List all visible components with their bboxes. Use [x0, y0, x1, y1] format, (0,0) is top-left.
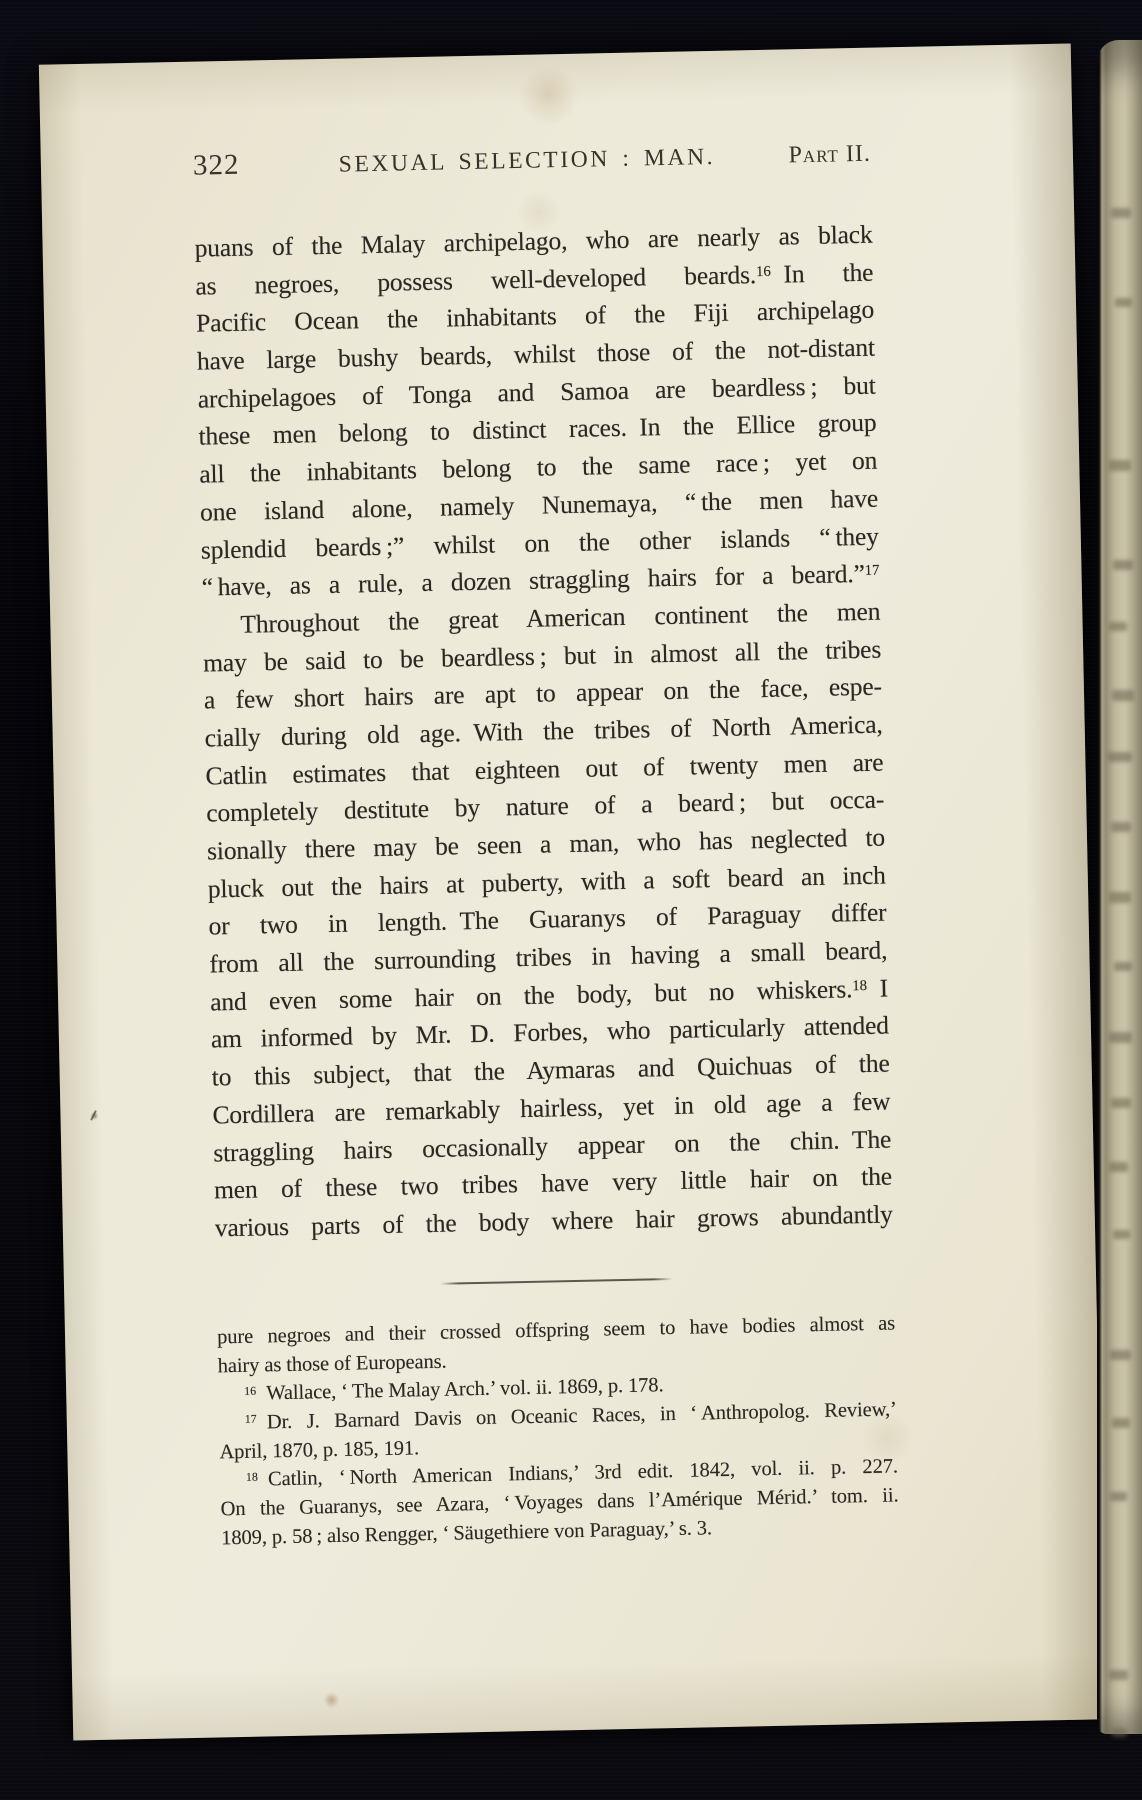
text-segment: April, 1870, p. 185, 191. [219, 1437, 420, 1464]
text-segment: Pacific Ocean the inhabitants of the Fiji archipelago [195, 295, 875, 338]
text-segment: have large bushy beards, whilst those of the not-distant [196, 332, 876, 376]
text-segment: Cordillera are remarkably hairless, yet in old age a few [212, 1086, 891, 1130]
edge-text-smudge [1111, 208, 1131, 218]
page-header [193, 136, 872, 183]
text-segment: men of these two tribes have very little hair on the [213, 1161, 893, 1205]
text-segment: splendid beards ;” whilst on the other islands “ they [200, 521, 880, 565]
footnote-marker: 18 [245, 1469, 258, 1484]
footnote-marker: 18 [852, 977, 868, 994]
text-segment: puans of the Malay archipelago, who are nearly as black [194, 219, 873, 263]
footnote-marker: 17 [244, 1411, 257, 1427]
page-number: 322 [192, 148, 240, 182]
text-segment: am informed by Mr. D. Forbes, who particularly attended [210, 1010, 890, 1054]
edge-text-smudge [1110, 1350, 1131, 1360]
edge-text-smudge [1112, 1418, 1130, 1428]
part-label: Part II. [788, 140, 872, 169]
text-segment: completely destitute by nature of a beard ; but occa- [206, 784, 885, 828]
text-segment: as negroes, possess well-developed beards. [195, 259, 757, 301]
footnotes [217, 1309, 900, 1552]
edge-text-smudge [1111, 1098, 1131, 1108]
text-segment: pluck out the hairs at puberty, with a soft beard an inch [207, 860, 887, 904]
text-segment: various parts of the body where hair grows abundantly [214, 1199, 893, 1243]
footnote-divider [440, 1278, 672, 1285]
text-segment: a few short hairs are apt to appear on the face, espe- [203, 671, 883, 715]
running-title: SEXUAL SELECTION : MAN. [338, 143, 716, 178]
footnote-marker: 16 [755, 263, 771, 280]
text-segment: On the Guaranys, see Azara, ‘ Voyages dans l’Amérique Mérid.’ tom. ii. [220, 1484, 899, 1521]
edge-text-smudge [1109, 1670, 1128, 1680]
text-segment: straggling hairs occasionally appear on the chin. The [212, 1123, 892, 1167]
text-segment: Dr. J. Barnard Davis on Oceanic Races, in ‘ Anthropolog. Review,’ [256, 1398, 897, 1434]
edge-text-smudge [1111, 822, 1131, 832]
text-segment: and even some hair on the body, but no whiskers. [209, 974, 853, 1017]
text-segment: cially during old age. With the tribes of North America, [204, 709, 883, 753]
text-segment: or two in length. The Guaranys of Paraguay differ [208, 897, 887, 941]
text-segment: Wallace, ‘ The Malay Arch.’ vol. ii. 1869, p. 178. [255, 1374, 664, 1405]
text-segment: hairy as those of Europeans. [217, 1350, 447, 1378]
adjacent-page-edge [1097, 40, 1142, 1734]
text-segment: Catlin, ‘ North American Indians,’ 3rd edit. 1842, vol. ii. p. 227. [257, 1455, 899, 1492]
edge-text-smudge [1113, 560, 1133, 570]
edge-text-smudge [1110, 1492, 1127, 1501]
body-text [194, 216, 893, 1247]
text-segment: may be said to be beardless ; but in almost all the tribes [202, 634, 882, 678]
edge-text-smudge [1109, 460, 1131, 471]
text-segment: Throughout the great American continent the men [240, 596, 881, 639]
text-segment: pure negroes and their crossed offspring seem to have bodies almost as [216, 1312, 896, 1349]
book-page [39, 44, 1105, 1741]
edge-text-smudge [1109, 892, 1131, 903]
text-segment: all the inhabitants belong to the same race ; yet on [199, 445, 878, 489]
footnote-marker: 17 [864, 562, 880, 579]
edge-text-smudge [1109, 1032, 1132, 1043]
footnote-marker: 16 [244, 1383, 257, 1398]
text-segment: Catlin estimates that eighteen out of twenty men are [205, 747, 884, 791]
edge-text-smudge [1109, 1162, 1128, 1172]
ink-fleck [90, 1110, 97, 1121]
edge-text-smudge [1109, 622, 1127, 631]
edge-text-smudge [1114, 962, 1132, 971]
text-segment: “ have, as a rule, a dozen straggling hairs for a beard.” [201, 559, 866, 602]
edge-text-smudge [1112, 1728, 1127, 1737]
edge-text-smudge [1115, 298, 1132, 307]
edge-text-smudge [1113, 1230, 1130, 1239]
text-segment: In the [770, 257, 874, 289]
text-segment: from all the surrounding tribes in having a small beard, [209, 935, 888, 979]
text-segment: one island alone, namely Nunemaya, “ the men have [199, 483, 879, 527]
edge-text-smudge [1108, 752, 1132, 762]
text-segment: archipelagoes of Tonga and Samoa are beardless ; but [197, 370, 876, 414]
edge-text-smudge [1112, 690, 1134, 701]
text-segment: to this subject, that the Aymaras and Quichuas of the [211, 1048, 890, 1092]
text-segment: these men belong to distinct races. In the Ellice group [198, 408, 877, 452]
text-segment: sionally there may be seen a man, who has neglected to [206, 822, 886, 866]
text-segment: I [866, 973, 889, 1003]
text-segment: 1809, p. 58 ; also Rengger, ‘ Säugethiere von Paraguay,’ s. 3. [221, 1517, 713, 1550]
